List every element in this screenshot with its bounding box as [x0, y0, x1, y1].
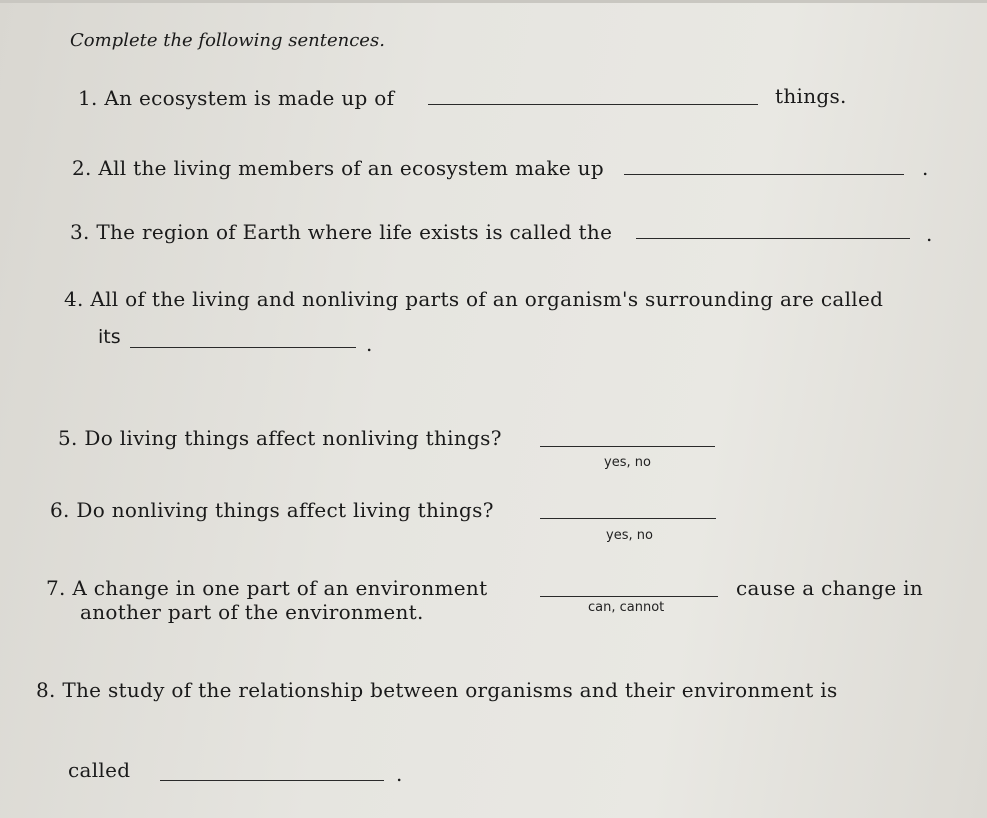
question-6-number: 6. [50, 498, 70, 522]
question-6 [50, 498, 494, 522]
question-5-choices: yes, no [604, 455, 651, 470]
question-5-number: 5. [58, 426, 78, 450]
question-7-number: 7. [46, 576, 66, 600]
question-6-answer-blank[interactable] [540, 518, 716, 519]
question-2-answer-blank[interactable] [624, 174, 904, 175]
question-4-period: . [366, 332, 373, 356]
question-2-period: . [922, 156, 929, 180]
question-5-text: Do living things affect nonliving things? [84, 426, 502, 450]
question-3-number: 3. [70, 220, 90, 244]
question-3 [70, 220, 612, 244]
question-7-answer-blank[interactable] [540, 596, 718, 597]
question-4-text: All of the living and nonliving parts of an organism's surrounding are called [90, 287, 884, 311]
worksheet-instruction: Complete the following sentences. [70, 30, 385, 51]
question-8-number: 8. [36, 678, 56, 702]
question-8-text: The study of the relationship between organisms and their environment is [62, 678, 838, 702]
question-4-line2: its [98, 326, 121, 348]
question-1-answer-blank[interactable] [428, 104, 758, 105]
question-7-text-after: cause a change in [736, 576, 924, 600]
question-4 [64, 287, 883, 311]
question-8 [36, 678, 838, 702]
question-2-text: All the living members of an ecosystem make up [98, 156, 604, 180]
question-7-line2: another part of the environment. [80, 600, 424, 624]
question-8-line2: called [68, 758, 131, 782]
question-1-number: 1. [78, 86, 98, 110]
question-7-text: A change in one part of an environment [72, 576, 488, 600]
question-1 [78, 86, 394, 110]
question-1-text: An ecosystem is made up of [104, 86, 395, 110]
question-8-answer-blank[interactable] [160, 780, 384, 781]
question-5-answer-blank[interactable] [540, 446, 715, 447]
question-2 [72, 156, 604, 180]
paper-edge [0, 0, 987, 3]
question-3-text: The region of Earth where life exists is called the [96, 220, 613, 244]
question-8-period: . [396, 762, 403, 786]
question-3-answer-blank[interactable] [636, 238, 910, 239]
question-3-period: . [926, 222, 933, 246]
question-6-choices: yes, no [606, 528, 653, 543]
question-1-text-after: things. [775, 84, 847, 108]
question-6-text: Do nonliving things affect living things? [76, 498, 494, 522]
question-4-number: 4. [64, 287, 84, 311]
question-4-answer-blank[interactable] [130, 347, 356, 348]
question-7-choices: can, cannot [588, 600, 665, 615]
question-2-number: 2. [72, 156, 92, 180]
question-5 [58, 426, 502, 450]
question-7 [46, 576, 487, 600]
